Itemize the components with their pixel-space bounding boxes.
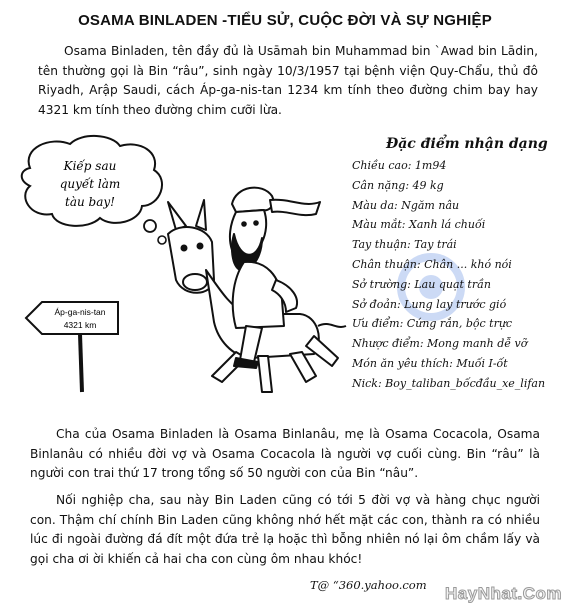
paragraph-family: Cha của Osama Binladen là Osama Binlanâu, mẹ là Osama Cocacola, Osama Binlanâu có nhiều đời vợ và Osama Cocacola là người vợ cuối cùng. Bin “râu” là người con trai thứ 17 trong tổng số 50 người con của Bin “nâu”. [30, 427, 540, 480]
bubble-line-3: tàu bay! [65, 195, 115, 209]
direction-sign [26, 302, 118, 392]
card-row-height: Chiều cao: 1m94 [352, 159, 447, 172]
card-row-nick: Nick: Boy_taliban_bốcđầu_xe_lifan [352, 376, 546, 390]
page-title: OSAMA BINLADEN -TIỂU SỬ, CUỘC ĐỜI VÀ SỰ NGHIỆP [78, 12, 492, 29]
paragraph-children: Nối nghiệp cha, sau này Bin Laden cũng có tới 5 đời vợ và hàng chục người con. Thậm chí chính Bin Laden cũng không nhớ hết mặt các con, thành ra có nhiều lúc đi ngoài đường đá đít một đứa trẻ lạ hoặc thì bỗng nhiên nó lại ôm chầm lấy và gọi cha ơi ời khiến cả hai cha con cùng ôm nhau khóc! [30, 493, 540, 566]
card-row-food: Món ăn yêu thích: Muối I-ốt [352, 356, 508, 370]
identification-card [352, 136, 562, 394]
card-row-hand: Tay thuận: Tay trái [352, 238, 457, 252]
intro-paragraph: Osama Binladen, tên đầy đủ là Usāmah bin Muhammad bin `Awad bin Lādin, tên thường gọi là Bin “râu”, sinh ngày 10/3/1957 tại bệnh viện Quy-Chẩu, thủ đô Riyadh, Arập Saudi, cách Áp-ga-nis-tan 1234 km tính theo đường chim bay hay 4321 km tính theo đường chim cưỡi lừa. [38, 44, 538, 117]
bubble-line-2: quyết làm [59, 177, 121, 191]
card-row-weakness: Sở đoản: Lung lay trước gió [352, 297, 507, 311]
card-row-foot: Chân thuận: Chân ... khó nói [352, 257, 512, 271]
cartoon-illustration [0, 130, 360, 420]
speech-bubble [22, 136, 166, 244]
card-row-skin: Màu da: Ngăm nâu [352, 198, 460, 212]
card-row-pros: Ưu điểm: Cứng rắn, bộc trực [352, 317, 513, 331]
bubble-line-1: Kiếp sau [63, 159, 117, 173]
card-row-eyes: Màu mắt: Xanh lá chuối [352, 218, 486, 232]
sign-line-2: 4321 km [63, 320, 97, 330]
sign-line-1: Áp-ga-nis-tan [54, 307, 106, 317]
site-watermark: HayNhat.Com [445, 584, 562, 603]
card-row-weight: Cân nặng: 49 kg [352, 178, 444, 192]
card-heading: Đặc điểm nhận dạng [386, 136, 548, 152]
card-row-strength: Sở trường: Lau quạt trần [352, 277, 491, 291]
card-row-cons: Nhược điểm: Mong manh dễ vỡ [352, 337, 528, 351]
footer-signature: T@ “360.yahoo.com [310, 578, 427, 592]
